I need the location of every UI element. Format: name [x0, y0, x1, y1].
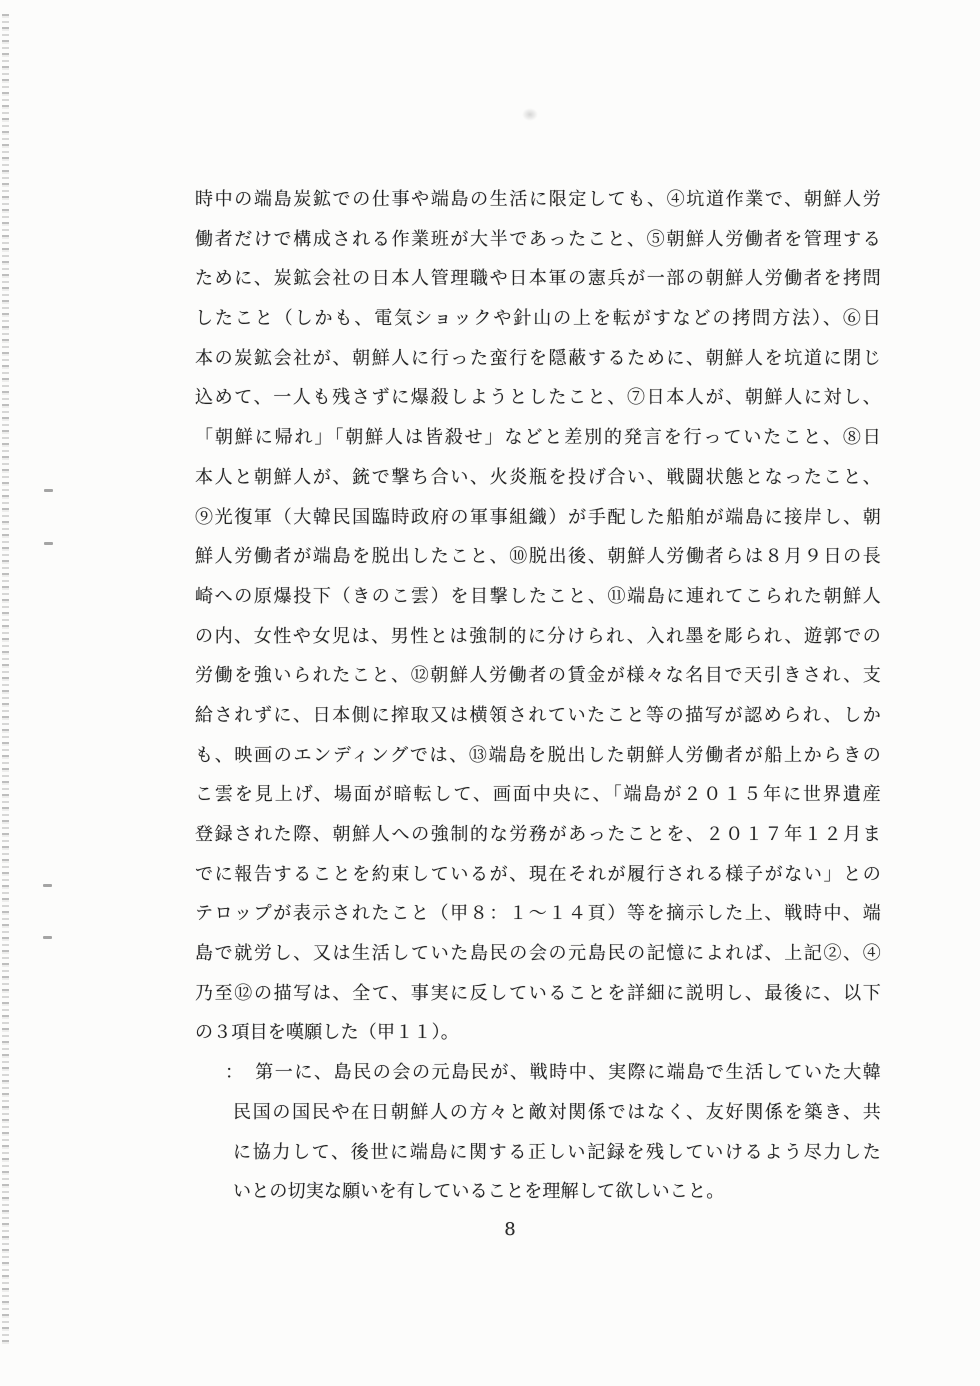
petition-item-line: に協力して、後世に端島に関する正しい記録を残していけるよう尽力した: [233, 1141, 881, 1163]
body-line: の３項目を嘆願した（甲１１）。: [195, 1022, 459, 1044]
smudge-mark: [522, 108, 538, 121]
body-line: テロップが表示されたこと（甲８：１～１４頁）等を摘示した上、戦時中、端: [195, 903, 881, 925]
body-line: 本の炭鉱会社が、朝鮮人に行った蛮行を隠蔽するために、朝鮮人を坑道に閉じ: [195, 347, 881, 369]
pencil-mark: [44, 489, 53, 492]
body-line: 鮮人労働者が端島を脱出したこと、⑩脱出後、朝鮮人労働者らは８月９日の長: [195, 546, 881, 568]
body-line: 乃至⑫の描写は、全て、事実に反していることを詳細に説明し、最後に、以下: [195, 982, 881, 1004]
body-line: でに報告することを約束しているが、現在それが履行される様子がない」との: [195, 863, 881, 885]
body-line: ⑨光復軍（大韓民国臨時政府の軍事組織）が手配した船舶が端島に接岸し、朝: [195, 506, 881, 528]
body-line: 島で就労し、又は生活していた島民の会の元島民の記憶によれば、上記②、④: [195, 943, 881, 965]
body-line: 込めて、一人も残さずに爆殺しようとしたこと、⑦日本人が、朝鮮人に対し、: [195, 387, 881, 409]
petition-item-line: いとの切実な願いを有していることを理解して欲しいこと。: [233, 1181, 725, 1203]
body-line: 働者だけで構成される作業班が大半であったこと、⑤朝鮮人労働者を管理する: [195, 228, 881, 250]
body-line: 登録された際、朝鮮人への強制的な労務があったことを、２０１７年１２月ま: [195, 824, 881, 845]
body-line: 給されずに、日本側に搾取又は横領されていたこと等の描写が認められ、しか: [195, 704, 881, 726]
body-line: 労働を強いられたこと、⑫朝鮮人労働者の賃金が様々な名目で天引きされ、支: [195, 665, 881, 687]
body-line: こ雲を見上げ、場面が暗転して、画面中央に、「端島が２０１５年に世界遺産: [195, 784, 881, 806]
body-line: も、映画のエンディングでは、⑬端島を脱出した朝鮮人労働者が船上からきの: [195, 744, 881, 766]
body-line: したこと（しかも、電気ショックや針山の上を転がすなどの拷問方法）、⑥日: [195, 308, 881, 330]
page-number: 8: [504, 1219, 516, 1240]
body-line: 崎への原爆投下（きのこ雲）を目撃したこと、⑪端島に連れてこられた朝鮮人: [195, 585, 881, 607]
body-line: ために、炭鉱会社の日本人管理職や日本軍の憲兵が一部の朝鮮人労働者を拷問: [195, 268, 881, 290]
pencil-mark: [44, 542, 53, 545]
pencil-mark: [43, 936, 52, 939]
scan-noise-band: [2, 14, 9, 1344]
body-line: の内、女性や女児は、男性とは強制的に分けられ、入れ墨を彫られ、遊郭での: [195, 625, 881, 647]
petition-item-line: 民国の国民や在日朝鮮人の方々と敵対関係ではなく、友好関係を築き、共: [233, 1101, 881, 1123]
petition-item-line: ： 第一に、島民の会の元島民が、戦時中、実際に端島で生活していた大韓: [225, 1062, 881, 1084]
body-line: 「朝鮮に帰れ」「朝鮮人は皆殺せ」などと差別的発言を行っていたこと、⑧日: [195, 427, 881, 449]
pencil-mark: [43, 884, 52, 887]
body-line: 本人と朝鮮人が、銃で撃ち合い、火炎瓶を投げ合い、戦闘状態となったこと、: [195, 466, 881, 488]
body-line: 時中の端島炭鉱での仕事や端島の生活に限定しても、④坑道作業で、朝鮮人労: [195, 189, 881, 210]
body-text: [195, 180, 881, 1212]
